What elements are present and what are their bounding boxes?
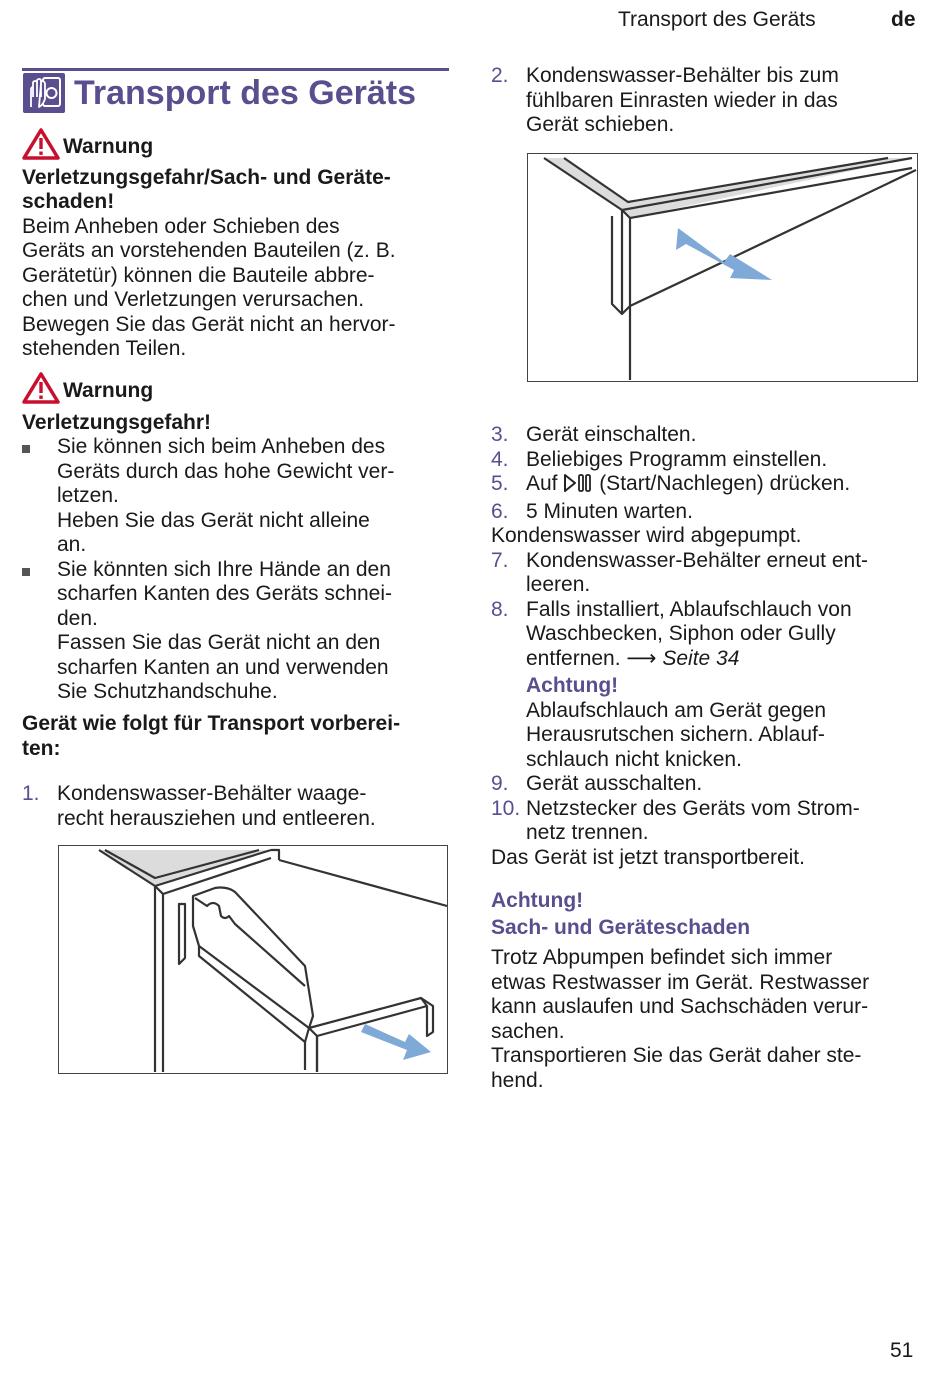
step-item: 3. Gerät einschalten. xyxy=(491,423,697,446)
start-pause-icon xyxy=(563,473,593,500)
running-header-section: Transport des Geräts xyxy=(618,8,816,31)
step-6-result: Kondenswasser wird abgepumpt. xyxy=(491,524,802,547)
warning-heading: Verletzungsgefahr/Sach- und Geräte- schaden! xyxy=(22,165,391,213)
reference-arrow-icon: ⟶ xyxy=(626,646,657,670)
step-item: 4. Beliebiges Programm einstellen. xyxy=(491,447,828,471)
page-number: 51 xyxy=(890,1339,914,1362)
preparation-heading: Gerät wie folgt für Transport vorberei- ten: xyxy=(22,712,401,760)
page-reference-link[interactable]: Seite 34 xyxy=(662,646,740,670)
step-item: 7. Kondenswasser-Behälter erneut ent- leeren. xyxy=(491,548,869,596)
title-rule xyxy=(22,68,449,71)
figure-pull-out-container xyxy=(58,845,448,1074)
bullet-square-icon xyxy=(22,568,30,576)
washing-hand-icon xyxy=(23,73,65,113)
step-item: 10. Netzstecker des Geräts vom Strom- netz trennen. xyxy=(491,796,860,844)
step-item: 5. Auf (Start/Nachlegen) drücken. xyxy=(491,472,921,500)
warning-text: Beim Anheben oder Schieben des Geräts an vorstehenden Bauteilen (z. B. Gerätetür) können die Bauteile abbre- chen und Verletzungen verursachen. Bewegen Sie das Gerät nicht an hervor- stehenden Teilen. xyxy=(22,214,396,360)
step-list-right xyxy=(491,423,921,870)
figure-push-in-container xyxy=(527,153,918,382)
arrow-out-icon xyxy=(361,1024,431,1060)
step-list-right-top xyxy=(491,64,921,138)
warning-triangle-icon xyxy=(22,128,60,167)
bullet-square-icon xyxy=(22,445,30,453)
attention-label: Achtung! xyxy=(491,889,584,912)
attention-heading: Sach- und Geräteschaden xyxy=(491,915,751,939)
attention-text: Trotz Abpumpen befindet sich immer etwas Restwasser im Gerät. Restwasser kann auslaufen und Sachschäden verur- sachen. Transportieren Sie das Gerät daher ste- hend. xyxy=(491,946,870,1092)
step-item: 1. Kondenswasser-Behälter waage- recht herausziehen und entleeren. xyxy=(22,782,376,830)
warning-heading: Verletzungsgefahr! xyxy=(22,410,212,434)
step-item: 9. Gerät ausschalten. xyxy=(491,772,703,795)
warning-label: Warnung xyxy=(63,379,154,402)
attention-block xyxy=(491,889,921,1093)
warning-block-1 xyxy=(22,128,452,362)
step-item: 8. Falls installiert, Ablaufschlauch von Waschbecken, Siphon oder Gully entfernen. ⟶ Seite 34 Achtung! Ablaufschlauch am Gerät gegen Herausrutschen sichern. Ablauf- schlauch nicht knicken. xyxy=(491,598,921,773)
list-item: Sie könnten sich Ihre Hände an den scharfen Kanten des Geräts schnei- den. Fassen Sie das Gerät nicht an den scharfen Kanten an und verwenden Sie Schutzhandschuhe. xyxy=(22,558,452,705)
step-item: 2. Kondenswasser-Behälter bis zum fühlbaren Einrasten wieder in das Gerät schieben. xyxy=(491,64,839,136)
ready-text: Das Gerät ist jetzt transportbereit. xyxy=(491,845,805,869)
step-8-attention-label: Achtung! xyxy=(526,674,619,697)
warning-block-2 xyxy=(22,372,452,705)
step-8-attention-text: Ablaufschlauch am Gerät gegen Herausrutschen sichern. Ablauf- schlauch nicht knicken. xyxy=(526,698,827,771)
arrow-in-icon xyxy=(676,228,772,280)
list-item: Sie können sich beim Anheben des Geräts durch das hohe Gewicht ver- letzen. Heben Sie das Gerät nicht alleine an. xyxy=(22,435,452,558)
step-list-left xyxy=(22,782,452,831)
step-item: 6. 5 Minuten warten. xyxy=(491,499,693,523)
warning-triangle-icon xyxy=(22,372,60,411)
warning-bullet-list xyxy=(22,435,452,705)
warning-label: Warnung xyxy=(63,135,154,158)
page-title: Transport des Geräts xyxy=(74,74,417,112)
running-header-language: de xyxy=(891,8,916,31)
